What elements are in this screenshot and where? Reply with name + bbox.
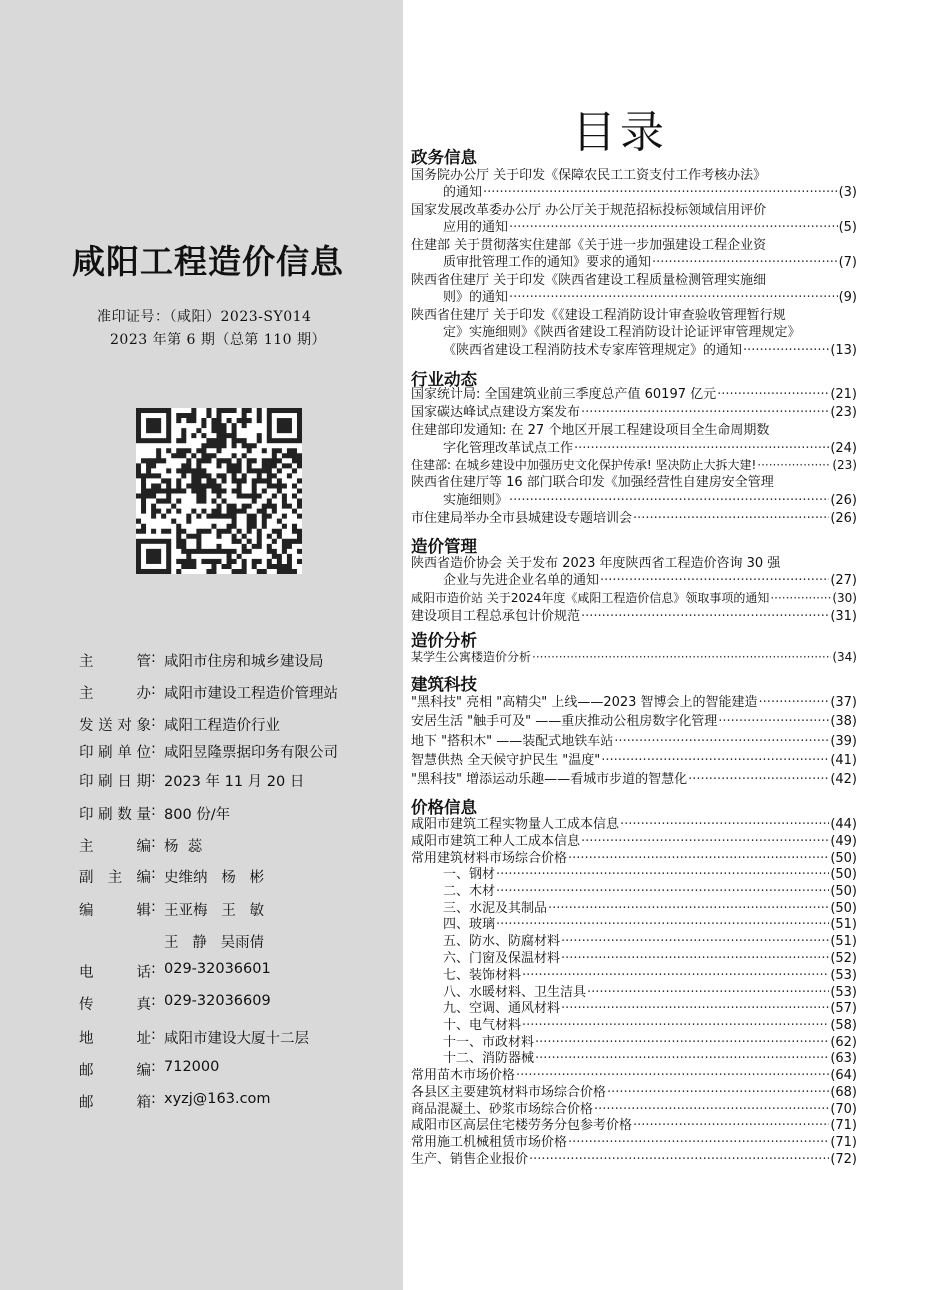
info-value: 800 份/年: [164, 807, 231, 823]
section-heading: 价格信息: [411, 798, 477, 817]
info-value: 咸阳市住房和城乡建设局: [164, 654, 324, 670]
info-label: 副主编: [79, 870, 151, 886]
toc-entry-text: 则》的通知: [443, 290, 509, 305]
toc-entry[interactable]: [443, 984, 857, 1001]
toc-entry[interactable]: [411, 386, 857, 403]
toc-entry[interactable]: [411, 590, 857, 607]
toc-entry[interactable]: [411, 510, 857, 527]
toc-entry-text: 陕西省住建厅 关于印发《陕西省建设工程质量检测管理实施细: [411, 273, 767, 288]
toc-entry[interactable]: [443, 572, 857, 589]
toc-page-number: (23): [830, 405, 857, 420]
toc-page-number: (70): [830, 1102, 857, 1117]
section-heading: 建筑科技: [411, 675, 477, 694]
toc-entry-text: 十、电气材料: [443, 1018, 522, 1033]
toc-entry-text: 十一、市政材料: [443, 1035, 535, 1050]
toc-page-number: (63): [830, 1051, 857, 1066]
info-value: 咸阳工程造价行业: [164, 718, 280, 734]
toc-page-number: (37): [830, 695, 857, 710]
toc-entry[interactable]: [411, 404, 857, 421]
info-value: xyzj@163.com: [164, 1091, 271, 1107]
toc-page-number: (72): [830, 1152, 857, 1167]
toc-entry[interactable]: [443, 254, 857, 271]
info-label: 编辑: [79, 903, 151, 919]
info-value: 杨 蕊: [164, 839, 203, 855]
info-value: 王 静 吴雨倩: [164, 935, 265, 951]
toc-entry-text: 住建部印发通知: 在 27 个地区开展工程建设项目全生命周期数: [411, 423, 770, 438]
toc-entry-text: 陕西省住建厅等 16 部门联合印发《加强经营性自建房安全管理: [411, 475, 774, 490]
toc-entry-text: 五、防水、防腐材料: [443, 934, 561, 949]
info-value: 029-32036609: [164, 993, 271, 1009]
toc-page-number: (49): [830, 834, 857, 849]
info-label: 印刷数量: [79, 807, 151, 823]
toc-entry-text: 生产、销售企业报价: [411, 1152, 529, 1167]
toc-page-number: (30): [832, 591, 857, 605]
toc-page-number: (9): [838, 290, 857, 305]
toc-entry-text: 咸阳市建筑工程实物量人工成本信息: [411, 817, 620, 832]
toc-page-number: (23): [832, 458, 857, 472]
info-row: 副主编 : 史维纳 杨 彬: [79, 866, 265, 886]
toc-entry[interactable]: [443, 324, 857, 341]
toc-entry[interactable]: [443, 950, 857, 967]
info-value: 712000: [164, 1059, 220, 1075]
section-heading: 政务信息: [411, 148, 477, 167]
toc-page-number: (44): [830, 817, 857, 832]
toc-page-number: (62): [830, 1035, 857, 1050]
toc-entry[interactable]: [411, 1084, 857, 1101]
toc-page-number: (53): [830, 985, 857, 1000]
toc-page-number: (39): [830, 734, 857, 749]
toc-entry[interactable]: [411, 771, 857, 788]
info-label: 主办: [79, 686, 151, 702]
toc-entry-text: 咸阳市建筑工种人工成本信息: [411, 834, 581, 849]
toc-entry[interactable]: [443, 967, 857, 984]
toc-entry-text: 咸阳市造价站 关于2024年度《咸阳工程造价信息》领取事项的通知: [411, 591, 770, 605]
info-row: 地址 : 咸阳市建设大厦十二层: [79, 1027, 309, 1047]
toc-entry[interactable]: [411, 713, 857, 730]
toc-entry-text: 地下 "搭积木" ——装配式地铁车站: [411, 734, 614, 749]
toc-entry-text: 商品混凝土、砂浆市场综合价格: [411, 1102, 594, 1117]
toc-entry-text: 字化管理改革试点工作: [443, 441, 574, 456]
toc-entry-text: 定》实施细则》《陕西省建设工程消防设计论证评审管理规定》: [443, 325, 801, 340]
toc-entry[interactable]: [411, 307, 857, 324]
toc-entry[interactable]: [443, 1017, 857, 1034]
info-row: 邮箱 : xyzj@163.com: [79, 1091, 271, 1111]
toc-entry-text: 安居生活 "触手可及" ——重庆推动公租房数字化管理: [411, 714, 718, 729]
toc-entry[interactable]: [411, 422, 857, 439]
toc-entry[interactable]: [411, 1117, 857, 1134]
toc-page-number: (57): [830, 1001, 857, 1016]
info-value: 咸阳市建设大厦十二层: [164, 1031, 309, 1047]
toc-page-number: (53): [830, 968, 857, 983]
toc-entry-text: "黑科技" 亮相 "高精尖" 上线——2023 智博会上的智能建造: [411, 695, 758, 710]
toc-page-number: (27): [830, 573, 857, 588]
toc-entry-text: 建设项目工程总承包计价规范: [411, 609, 581, 624]
info-row: 传真 : 029-32036609: [79, 993, 271, 1013]
toc-entry[interactable]: [443, 1034, 857, 1051]
toc-entry-text: 某学生公寓楼造价分析: [411, 650, 532, 664]
toc-entry[interactable]: [443, 866, 857, 883]
toc-page-number: (58): [830, 1018, 857, 1033]
toc-page-number: (50): [830, 901, 857, 916]
info-row: 电话 : 029-32036601: [79, 961, 271, 981]
toc-page-number: (31): [830, 609, 857, 624]
toc-page-number: (64): [830, 1068, 857, 1083]
qr-code-icon: [136, 408, 302, 574]
toc-entry-text: 各县区主要建筑材料市场综合价格: [411, 1085, 607, 1100]
section-heading: 行业动态: [411, 370, 477, 389]
toc-page-number: (50): [830, 851, 857, 866]
toc-page-number: (34): [832, 650, 857, 664]
toc-page-number: (5): [838, 220, 857, 235]
toc-entry-text: 企业与先进企业名单的通知: [443, 573, 600, 588]
toc-entry-text: 的通知: [443, 185, 483, 200]
toc-entry[interactable]: [411, 649, 857, 666]
toc-entry[interactable]: [443, 289, 857, 306]
info-label: 电话: [79, 965, 151, 981]
info-label: 传真: [79, 997, 151, 1013]
toc-entry[interactable]: [411, 833, 857, 850]
toc-entry-text: 常用建筑材料市场综合价格: [411, 851, 568, 866]
toc-entry[interactable]: [411, 167, 857, 184]
section-heading: 造价管理: [411, 537, 477, 556]
toc-entry-text: 十二、消防器械: [443, 1051, 535, 1066]
info-row: 发送对象 : 咸阳工程造价行业: [79, 714, 280, 734]
info-row: 主管 : 咸阳市住房和城乡建设局: [79, 650, 324, 670]
info-row: 印刷日期 : 2023 年 11 月 20 日: [79, 770, 305, 790]
toc-entry-text: 常用苗木市场价格: [411, 1068, 516, 1083]
toc-entry-text: 二、木材: [443, 884, 496, 899]
info-value: 029-32036601: [164, 961, 271, 977]
info-label: 主管: [79, 654, 151, 670]
toc-entry-text: 智慧供热 全天候守护民生 "温度": [411, 753, 601, 768]
toc-entry[interactable]: [443, 1050, 857, 1067]
toc-page-number: (42): [830, 772, 857, 787]
toc-entry[interactable]: [443, 933, 857, 950]
toc-entry-text: "黑科技" 增添运动乐趣——看城市步道的智慧化: [411, 772, 688, 787]
toc-entry-text: 陕西省造价协会 关于发布 2023 年度陕西省工程造价咨询 30 强: [411, 556, 781, 571]
toc-entry[interactable]: [443, 883, 857, 900]
toc-entry[interactable]: [411, 272, 857, 289]
toc-entry[interactable]: [411, 1101, 857, 1118]
toc-entry-text: 六、门窗及保温材料: [443, 951, 561, 966]
toc-entry[interactable]: [411, 752, 857, 769]
toc-entry-text: 住建部: 在城乡建设中加强历史文化保护传承! 坚决防止大拆大建!: [411, 458, 757, 472]
magazine-title: 咸阳工程造价信息: [72, 242, 344, 281]
toc-entry-text: 国家发展改革委办公厅 办公厅关于规范招标投标领域信用评价: [411, 203, 767, 218]
toc-entry[interactable]: [443, 342, 857, 359]
info-label: 邮箱: [79, 1095, 151, 1111]
toc-page-number: (71): [830, 1135, 857, 1150]
info-row: 印刷单位 : 咸阳昱隆票据印务有限公司: [79, 741, 338, 761]
toc-entry-text: 住建部 关于贯彻落实住建部《关于进一步加强建设工程企业资: [411, 238, 767, 253]
toc-entry[interactable]: [443, 1000, 857, 1017]
toc-entry-text: 一、钢材: [443, 867, 496, 882]
toc-entry[interactable]: [411, 694, 857, 711]
toc-entry[interactable]: [411, 1067, 857, 1084]
info-row: [79, 931, 399, 953]
toc-page-number: (41): [830, 753, 857, 768]
toc-entry[interactable]: [443, 492, 857, 509]
toc-entry-text: 国家碳达峰试点建设方案发布: [411, 405, 581, 420]
toc-entry[interactable]: [443, 900, 857, 917]
toc-entry[interactable]: [411, 202, 857, 219]
info-label: 地址: [79, 1031, 151, 1047]
info-row: 邮编 : 712000: [79, 1059, 220, 1079]
toc-entry[interactable]: [443, 440, 857, 457]
toc-entry-text: 七、装饰材料: [443, 968, 522, 983]
toc-entry-text: 九、空调、通风材料: [443, 1001, 561, 1016]
toc-entry-text: 市住建局举办全市县城建设专题培训会: [411, 511, 633, 526]
toc-entry-text: 质审批管理工作的通知》要求的通知: [443, 255, 652, 270]
toc-entry[interactable]: [411, 237, 857, 254]
toc-entry-text: 常用施工机械租赁市场价格: [411, 1135, 568, 1150]
toc-entry-text: 国务院办公厅 关于印发《保障农民工工资支付工作考核办法》: [411, 168, 767, 183]
toc-entry[interactable]: [411, 457, 857, 474]
toc-entry-text: 国家统计局: 全国建筑业前三季度总产值 60197 亿元: [411, 387, 717, 402]
section-heading: 造价分析: [411, 631, 477, 650]
toc-page-number: (7): [838, 255, 857, 270]
toc-page-number: (38): [830, 714, 857, 729]
toc-entry-text: 咸阳市区高层住宅楼劳务分包参考价格: [411, 1118, 633, 1133]
toc-entry-text: 实施细则》: [443, 493, 509, 508]
info-value: 咸阳市建设工程造价管理站: [164, 686, 338, 702]
info-row: 编辑 : 王亚梅 王 敏: [79, 899, 265, 919]
toc-page-number: (3): [838, 185, 857, 200]
toc-entry[interactable]: [411, 733, 857, 750]
toc-entry-text: 陕西省住建厅 关于印发《《建设工程消防设计审查验收管理暂行规: [411, 308, 786, 323]
toc-page-number: (51): [830, 934, 857, 949]
toc-page-number: (68): [830, 1085, 857, 1100]
toc-page-number: (71): [830, 1118, 857, 1133]
toc-entry-text: 四、玻璃: [443, 917, 496, 932]
toc-entry-text: 三、水泥及其制品: [443, 901, 548, 916]
permit-number: 准印证号：（咸阳）2023-SY014: [97, 309, 312, 325]
issue-number: 2023 年第 6 期（总第 110 期）: [110, 332, 327, 348]
toc-page-number: (51): [830, 917, 857, 932]
toc-entry[interactable]: [411, 608, 857, 625]
toc-entry[interactable]: [443, 184, 857, 201]
info-row: 印刷数量 : 800 份/年: [79, 803, 231, 823]
toc-page-number: (50): [830, 884, 857, 899]
toc-title: 目录: [572, 107, 668, 158]
toc-entry[interactable]: [411, 850, 857, 867]
toc-entry[interactable]: [411, 1134, 857, 1151]
info-value: 2023 年 11 月 20 日: [164, 774, 305, 790]
toc-entry-text: 应用的通知: [443, 220, 509, 235]
toc-entry[interactable]: [443, 219, 857, 236]
info-label: 发送对象: [79, 718, 151, 734]
toc-page-number: (24): [830, 441, 857, 456]
info-row: 主编 : 杨 蕊: [79, 835, 203, 855]
info-row: 主办 : 咸阳市建设工程造价管理站: [79, 682, 338, 702]
toc-page-number: (26): [830, 511, 857, 526]
toc-page-number: (26): [830, 493, 857, 508]
toc-entry[interactable]: [411, 1151, 857, 1168]
toc-page-number: (50): [830, 867, 857, 882]
info-value: 咸阳昱隆票据印务有限公司: [164, 745, 338, 761]
toc-entry-text: 《陕西省建设工程消防技术专家库管理规定》的通知: [443, 343, 743, 358]
info-label: 邮编: [79, 1063, 151, 1079]
toc-entry[interactable]: [443, 916, 857, 933]
toc-page-number: (52): [830, 951, 857, 966]
toc-entry-text: 八、水暖材料、卫生洁具: [443, 985, 587, 1000]
left-panel: [0, 0, 403, 1290]
info-value: 王亚梅 王 敏: [164, 903, 265, 919]
toc-entry[interactable]: [411, 816, 857, 833]
toc-page-number: (21): [830, 387, 857, 402]
info-label: 印刷日期: [79, 774, 151, 790]
toc-entry[interactable]: [411, 474, 857, 491]
info-label: 主编: [79, 839, 151, 855]
toc-entry[interactable]: [411, 555, 857, 572]
info-value: 史维纳 杨 彬: [164, 870, 265, 886]
toc-page-number: (13): [830, 343, 857, 358]
info-label: 印刷单位: [79, 745, 151, 761]
